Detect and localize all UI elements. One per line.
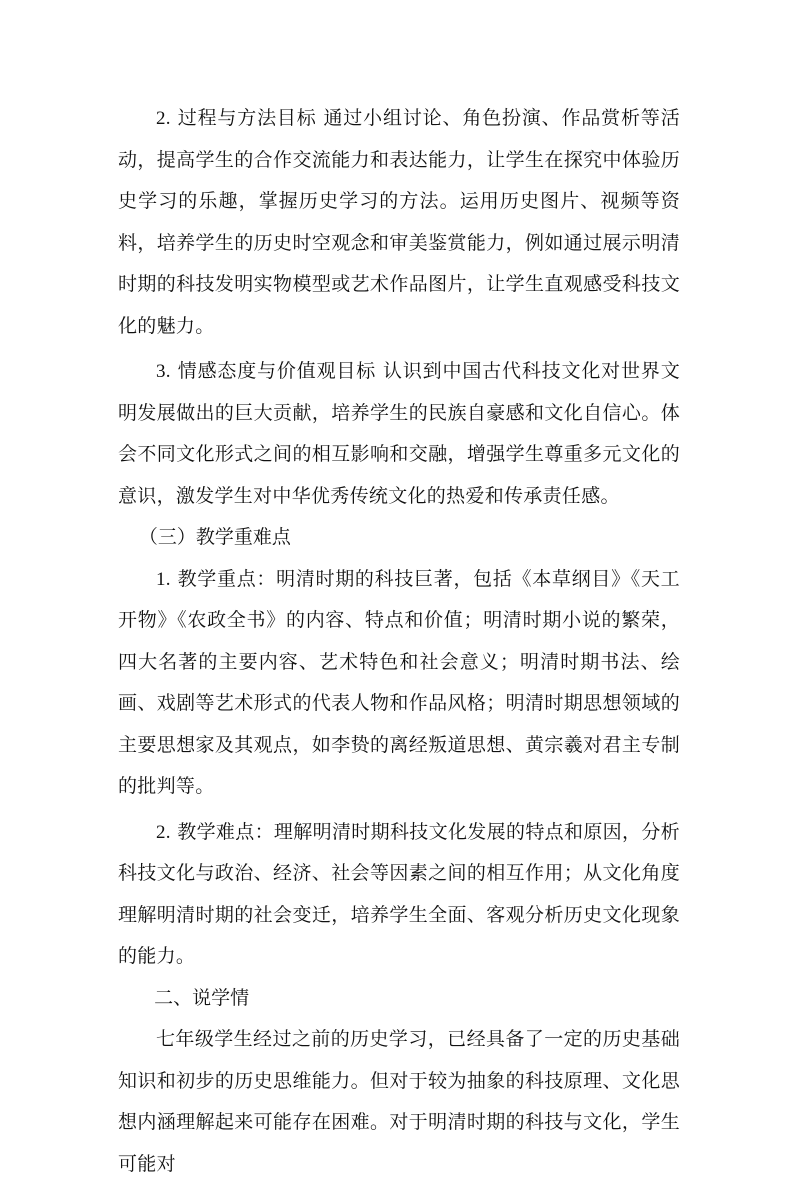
paragraph-text: 情感态度与价值观目标 认识到中国古代科技文化对世界文明发展做出的巨大贡献，培养学生的民族自豪感和文化自信心。体会不同文化形式之间的相互影响和交融，增强学生尊重多元文化的意识，激发学生对中华优秀传统文化的热爱和传承责任感。 bbox=[118, 360, 680, 507]
paragraph-number: 3. bbox=[156, 361, 171, 382]
teaching-difficult-points-paragraph bbox=[118, 812, 680, 978]
paragraph-number: 2. bbox=[156, 108, 171, 129]
paragraph-text: 教学难点：理解明清时期科技文化发展的特点和原因，分析科技文化与政治、经济、社会等因素之间的相互作用；从文化角度理解明清时期的社会变迁，培养学生全面、客观分析历史文化现象的能力。 bbox=[118, 820, 680, 967]
paragraph-text: 教学重点：明清时期的科技巨著，包括《本草纲目》《天工开物》《农政全书》的内容、特点和价值；明清时期小说的繁荣，四大名著的主要内容、艺术特色和社会意义；明清时期书法、绘画、戏剧等艺术形式的代表人物和作品风格；明清时期思想领域的主要思想家及其观点，如李贽的离经叛道思想、黄宗羲对君主专制的批判等。 bbox=[118, 567, 680, 797]
section-two-heading: 二、说学情 bbox=[154, 986, 250, 1009]
paragraph-number: 1. bbox=[156, 568, 171, 590]
section-three-heading: （三）教学重难点 bbox=[138, 526, 291, 548]
document-body bbox=[118, 98, 680, 1185]
teaching-key-points-paragraph bbox=[118, 559, 680, 808]
paragraph-number: 2. bbox=[156, 821, 171, 843]
process-method-goal-paragraph bbox=[118, 98, 680, 347]
paragraph-text: 过程与方法目标 通过小组讨论、角色扮演、作品赏析等活动，提高学生的合作交流能力和表达能力，让学生在探究中体验历史学习的乐趣，掌握历史学习的方法。运用历史图片、视频等资料，培养学生的历史时空观念和审美鉴赏能力，例如通过展示明清时期的科技发明实物模型或艺术作品图片，让学生直观感受科技文化的魅力。 bbox=[118, 107, 680, 337]
emotion-value-goal-paragraph bbox=[118, 351, 680, 517]
student-analysis-paragraph: 七年级学生经过之前的历史学习，已经具备了一定的历史基础知识和初步的历史思维能力。但对于较为抽象的科技原理、文化思想内涵理解起来可能存在困难。对于明清时期的科技与文化，学生可能对 bbox=[118, 1028, 680, 1175]
